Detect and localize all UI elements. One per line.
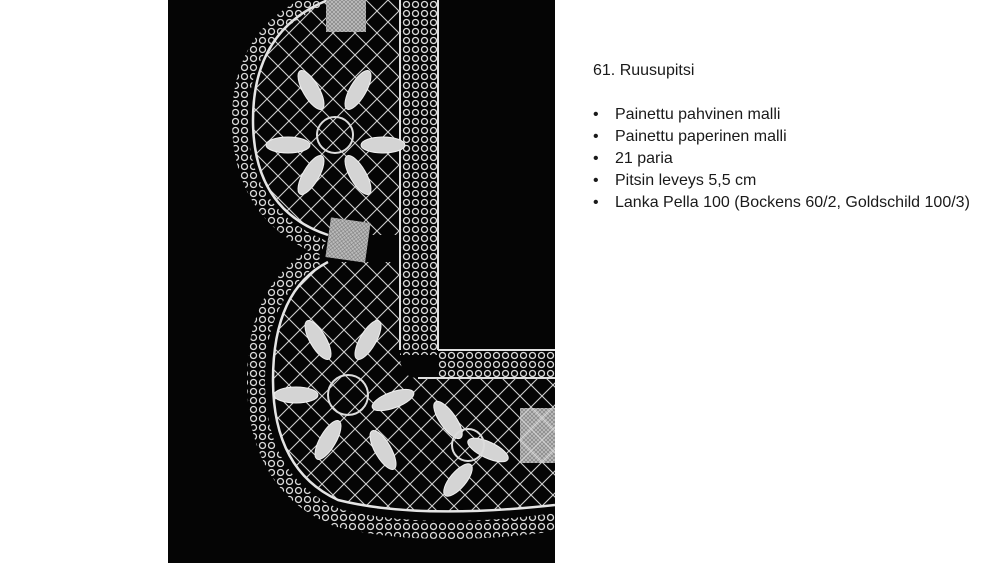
cloth-motif-top [326,0,366,32]
horizontal-border-band [418,350,555,378]
vertical-border-band [400,0,438,355]
spec-item-pattern-paper [593,126,973,148]
slide-title: 61. Ruusupitsi [593,62,695,79]
bullet-icon: • [593,172,599,189]
spec-list [593,104,973,214]
spec-text: Painettu paperinen malli [615,128,787,145]
spec-item-width [593,170,973,192]
upper-scallop [240,0,405,248]
bullet-icon: • [593,128,599,145]
spec-text: 21 paria [615,150,673,167]
spec-item-thread [593,192,973,214]
spec-item-pairs [593,148,973,170]
bullet-icon: • [593,194,599,211]
cloth-motif-middle [325,217,370,262]
spec-text: Painettu pahvinen malli [615,106,781,123]
lace-photo [168,0,555,563]
lace-illustration [168,0,555,563]
slide-text [593,60,973,214]
bullet-icon: • [593,150,599,167]
spec-item-pattern-card [593,104,973,126]
spec-text: Lanka Pella 100 (Bockens 60/2, Goldschild 100/3) [615,194,970,211]
spec-text: Pitsin leveys 5,5 cm [615,172,757,189]
bullet-icon: • [593,106,599,123]
